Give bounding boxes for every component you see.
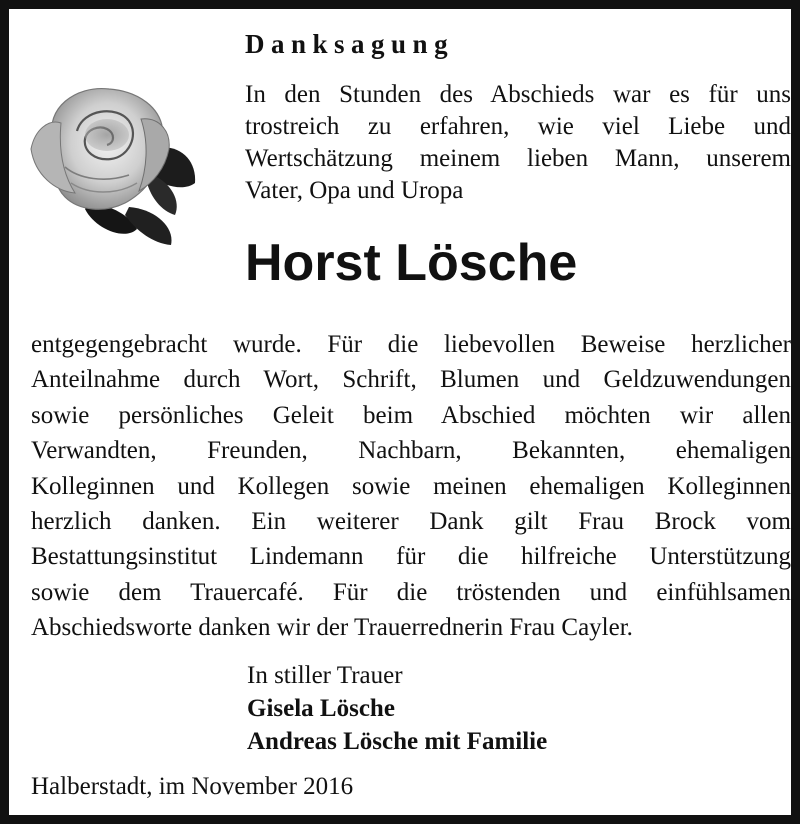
body-line: Verwandten, Freunden, Nachbarn, Bekannten, ehemaligen <box>31 437 791 465</box>
intro-text <box>245 79 791 207</box>
body-line: Bestattungsinstitut Lindemann für die hilfreiche Unterstützung <box>31 543 791 571</box>
closing-block <box>247 659 547 758</box>
intro-line: Vater, Opa und Uropa <box>245 177 464 204</box>
place-date: Halberstadt, im November 2016 <box>31 773 354 800</box>
body-line: Abschiedsworte danken wir der Trauerrednerin Frau Cayler. <box>31 614 633 642</box>
rose-icon <box>25 79 203 247</box>
body-text <box>31 327 791 646</box>
heading: Danksagung <box>245 29 455 59</box>
body-line: herzlich danken. Ein weiterer Dank gilt Frau Brock vom <box>31 508 791 536</box>
body-line: sowie persönliches Geleit beim Abschied möchten wir allen <box>31 401 791 429</box>
signatory: Andreas Lösche mit Familie <box>247 728 548 755</box>
body-line: entgegengebracht wurde. Für die liebevollen Beweise herzlicher <box>31 331 791 358</box>
body-line: sowie dem Trauercafé. Für die tröstenden und einfühlsamen <box>31 578 791 606</box>
intro-line: In den Stunden des Abschieds war es für uns <box>245 81 791 108</box>
signatory: Gisela Lösche <box>247 695 395 722</box>
deceased-name: Horst Lösche <box>245 234 578 292</box>
body-line: Anteilnahme durch Wort, Schrift, Blumen und Geldzuwendungen <box>31 366 791 394</box>
intro-line: Wertschätzung meinem lieben Mann, unserem <box>245 145 791 172</box>
intro-line: trostreich zu erfahren, wie viel Liebe und <box>245 113 791 140</box>
body-line: Kolleginnen und Kollegen sowie meinen ehemaligen Kolleginnen <box>31 472 791 500</box>
closing-phrase: In stiller Trauer <box>247 662 403 689</box>
